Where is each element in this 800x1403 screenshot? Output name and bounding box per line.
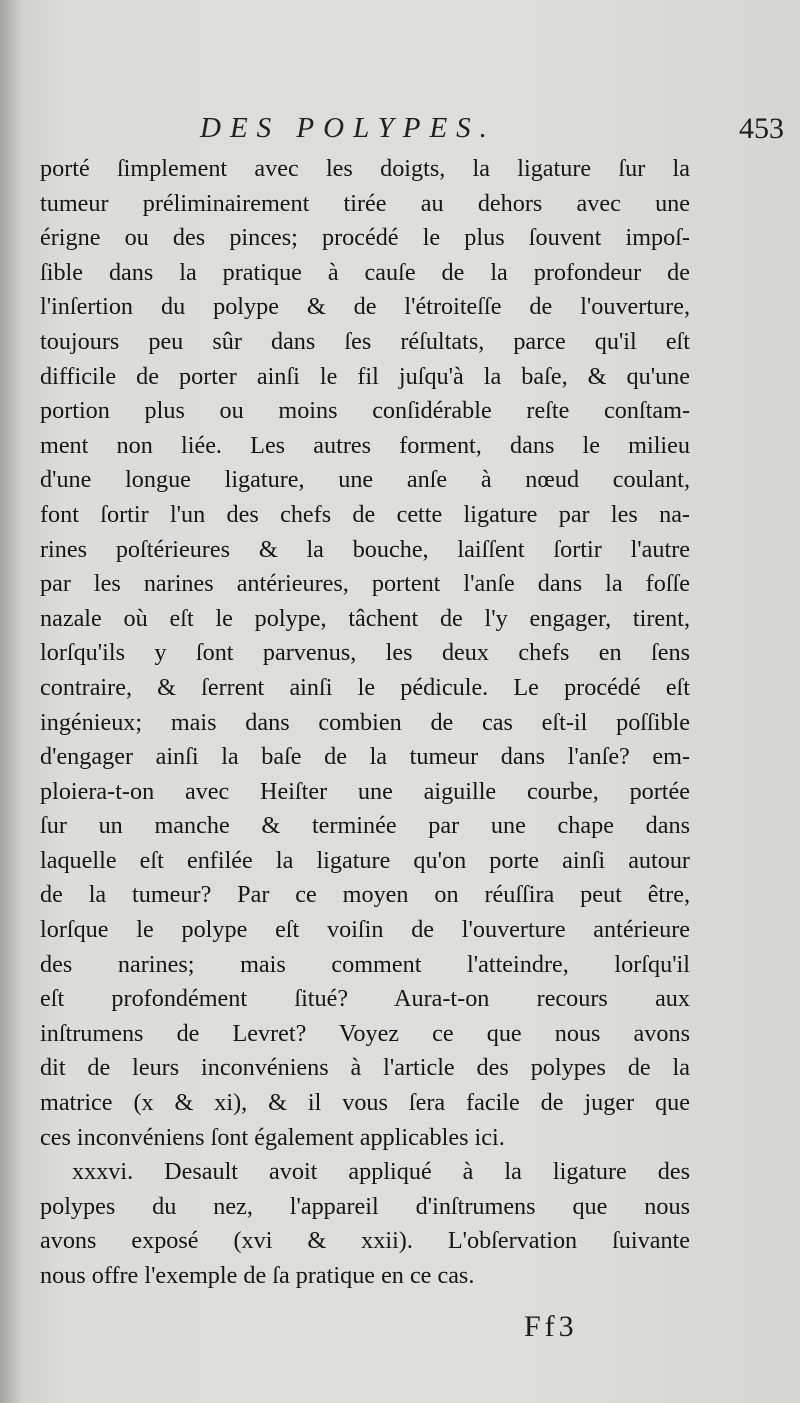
- text-line: nazale où eſt le polype, tâchent de l'y engager, tirent,: [40, 604, 690, 632]
- text-line: ſur un manche & terminée par une chape dans: [40, 812, 690, 840]
- text-line: contraire, & ſerrent ainſi le pédicule. Le procédé eſt: [40, 673, 690, 701]
- text-line: portion plus ou moins conſidérable reſte conſtam-: [40, 397, 690, 425]
- text-line: eſt profondément ſitué? Aura-t-on recours aux: [40, 985, 690, 1013]
- text-line: avons exposé (xvi & xxii). L'obſervation ſuivante: [40, 1227, 690, 1255]
- section-start-line: xxxvi. Desault avoit appliqué à la ligature des: [72, 1158, 690, 1186]
- text-line: des narines; mais comment l'atteindre, lorſqu'il: [40, 950, 690, 978]
- text-line: porté ſimplement avec les doigts, la ligature ſur la: [40, 155, 690, 182]
- text-line: lorſque le polype eſt voiſin de l'ouverture antérieure: [40, 916, 690, 944]
- body-text: [40, 152, 690, 1294]
- text-line: ment non liée. Les autres forment, dans le milieu: [40, 431, 690, 459]
- binding-shadow: [0, 0, 22, 1403]
- text-line: matrice (x & xi), & il vous ſera facile de juger que: [40, 1089, 690, 1117]
- text-line: dit de leurs inconvéniens à l'article des polypes de la: [40, 1054, 690, 1082]
- text-line: rines poſtérieures & la bouche, laiſſent ſortir l'autre: [40, 535, 690, 563]
- text-line: l'inſertion du polype & de l'étroiteſſe de l'ouverture,: [40, 293, 690, 321]
- page-number: 453: [739, 112, 784, 145]
- text-line: ploiera-t-on avec Heiſter une aiguille courbe, portée: [40, 777, 690, 805]
- text-line: ingénieux; mais dans combien de cas eſt-il poſſible: [40, 708, 690, 736]
- text-line: difficile de porter ainſi le fil juſqu'à la baſe, & qu'une: [40, 362, 690, 390]
- text-line: érigne ou des pinces; procédé le plus ſouvent impoſ-: [40, 224, 690, 252]
- text-line: tumeur préliminairement tirée au dehors avec une: [40, 189, 690, 217]
- text-line: font ſortir l'un des chefs de cette ligature par les na-: [40, 500, 690, 528]
- text-line: inſtrumens de Levret? Voyez ce que nous avons: [40, 1019, 690, 1047]
- text-line: d'une longue ligature, une anſe à nœud coulant,: [40, 466, 690, 494]
- text-line: par les narines antérieures, portent l'anſe dans la foſſe: [40, 570, 690, 598]
- page-header: [40, 112, 784, 152]
- text-line: lorſqu'ils y ſont parvenus, les deux chefs en ſens: [40, 639, 690, 667]
- paragraph-end-line: nous offre l'exemple de ſa pratique en ce cas.: [40, 1262, 475, 1289]
- text-line: de la tumeur? Par ce moyen on réuſſira peut être,: [40, 881, 690, 909]
- text-line: toujours peu sûr dans ſes réſultats, parce qu'il eſt: [40, 327, 690, 355]
- running-title: DES POLYPES.: [200, 112, 496, 144]
- signature-mark: Ff3: [524, 1310, 578, 1343]
- text-line: polypes du nez, l'appareil d'inſtrumens que nous: [40, 1192, 690, 1220]
- text-line: ſible dans la pratique à cauſe de la profondeur de: [40, 258, 690, 286]
- text-line: d'engager ainſi la baſe de la tumeur dans l'anſe? em-: [40, 743, 690, 771]
- text-line: laquelle eſt enfilée la ligature qu'on porte ainſi autour: [40, 846, 690, 874]
- paragraph-end-line: ces inconvéniens ſont également applicables ici.: [40, 1123, 505, 1151]
